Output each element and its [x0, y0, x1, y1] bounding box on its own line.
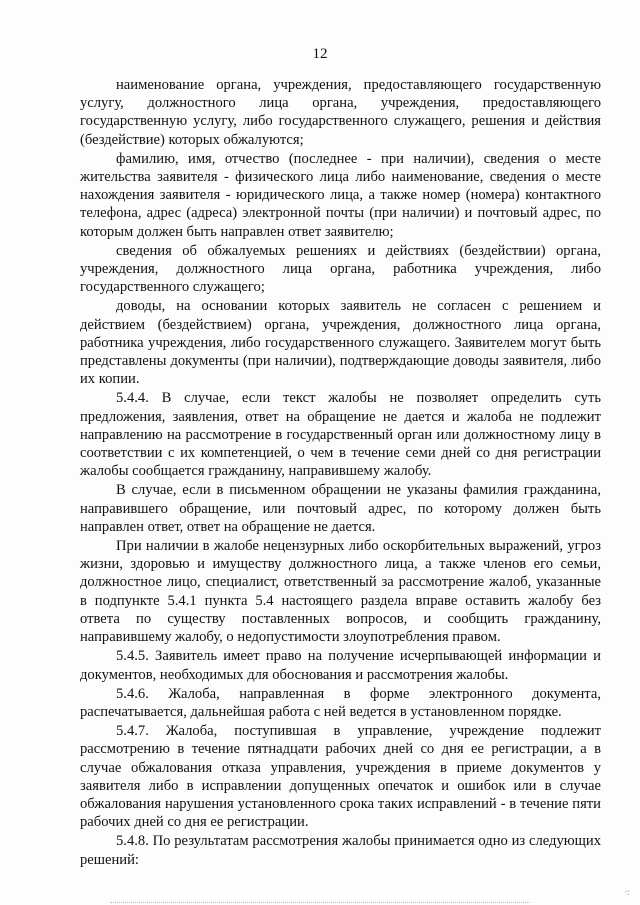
paragraph-5-4-7: 5.4.7. Жалоба, поступившая в управление, учреждение подлежит рассмотрению в течение пятнадцати рабочих дней со дня ее регистрации, а в случае обжалования отказа управления, учреждения в приеме документов у заявителя либо в исправлении допущенных опечаток и ошибок или в случае обжалования нарушения установленного срока таких исправлений - в течение пяти рабочих дней со дня ее регистрации. [80, 723, 601, 831]
paragraph-appealed-decisions: сведения об обжалуемых решениях и действиях (бездействии) органа, учреждения, должностного лица органа, работника учреждения, либо государственного служащего; [80, 242, 601, 296]
page-number: 12 [312, 46, 328, 62]
paragraph-obscene-language: При наличии в жалобе нецензурных либо оскорбительных выражений, угроз жизни, здоровью и имуществу должностного лица, а также членов его семьи, должностное лицо, специалист, ответственный за рассмотрение жалоб, указанные в подпункте 5.4.1 пункта 5.4 настоящего раздела вправе оставить жалобу без ответа по существу поставленных вопросов, и сообщить гражданину, направившему жалобу, о недопустимости злоупотребления правом. [80, 538, 601, 646]
paragraph-arguments: доводы, на основании которых заявитель не согласен с решением и действием (бездействием) органа, учреждения, должностного лица органа, работника учреждения, либо государственного служащего. Заявителем могут быть представлены документы (при наличии), подтверждающие доводы заявителя, либо их копии. [80, 298, 601, 388]
paragraph-5-4-6: 5.4.6. Жалоба, направленная в форме электронного документа, распечатывается, дальнейшая работа с ней ведется в установленном порядке. [80, 685, 601, 720]
paragraph-5-4-8: 5.4.8. По результатам рассмотрения жалобы принимается одно из следующих решений: [80, 833, 601, 868]
paragraph-no-name-address: В случае, если в письменном обращении не указаны фамилия гражданина, направившего обращение, или почтовый адрес, по которому должен быть направлен ответ, ответ на обращение не дается. [80, 482, 601, 535]
paragraph-applicant-details: фамилию, имя, отчество (последнее - при наличии), сведения о месте жительства заявителя - физического лица либо наименование, сведения о месте нахождения заявителя - юридического лица, а также номер (номера) контактного телефона, адрес (адреса) электронной почты (при наличии) и почтовый адрес, по которым должен быть направлен ответ заявителю; [80, 150, 601, 240]
paragraph-5-4-4: 5.4.4. В случае, если текст жалобы не позволяет определить суть предложения, заявления, ответ на обращение не дается и жалоба не подлежит направлению на рассмотрение в государственный орган или должностному лицу в соответствии с их компетенцией, о чем в течение семи дней со дня регистрации жалобы сообщается гражданину, направившему жалобу. [80, 390, 601, 480]
scan-edge-noise [110, 901, 530, 903]
paragraph-5-4-5: 5.4.5. Заявитель имеет право на получение исчерпывающей информации и документов, необходимых для обоснования и рассмотрения жалобы. [80, 648, 601, 683]
scan-artifact-mark: ·: [624, 887, 630, 897]
paragraph-organ-name: наименование органа, учреждения, предоставляющего государственную услугу, должностного лица органа, учреждения, предоставляющего государственную услугу, либо государственного служащего, решения и действия (бездействие) которых обжалуются; [80, 77, 601, 148]
document-body [80, 76, 601, 869]
